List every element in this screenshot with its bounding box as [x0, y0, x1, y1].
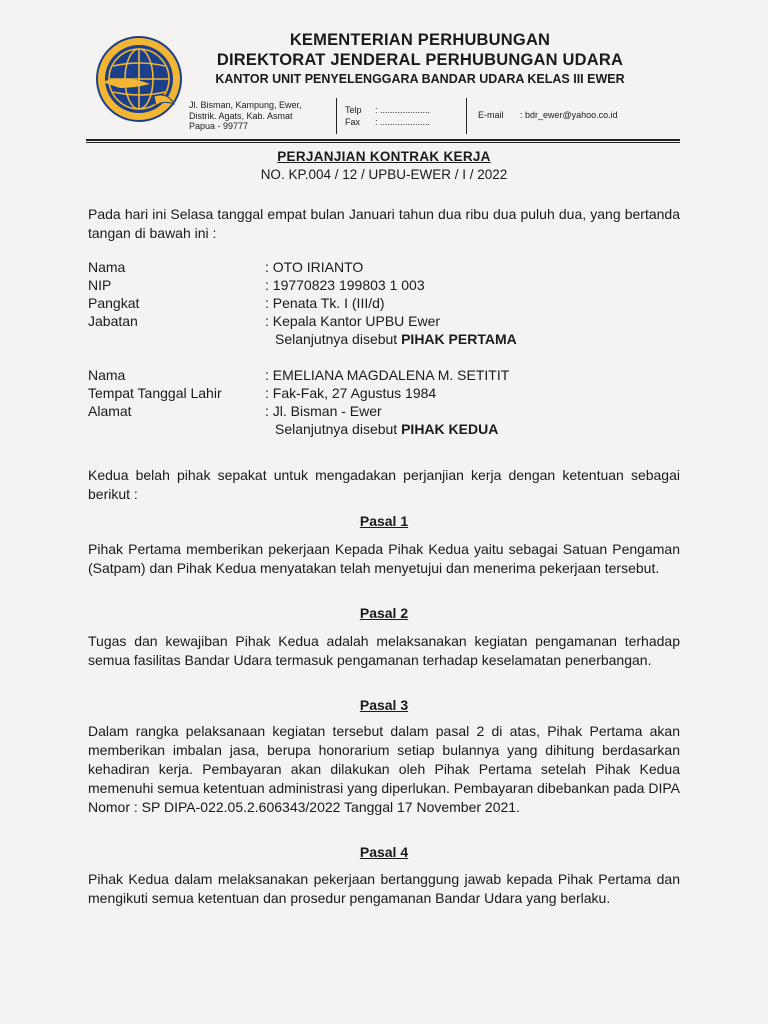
- agreement-paragraph: Kedua belah pihak sepakat untuk mengadakan perjanjian kerja dengan ketentuan sebagai berikut :: [88, 467, 680, 502]
- ministry-emblem-icon: [94, 34, 184, 124]
- party1-value-jabatan: : Kepala Kantor UPBU Ewer: [265, 313, 441, 329]
- pasal-2-title: Pasal 2: [359, 605, 409, 621]
- party2-label-nama: Nama: [88, 367, 126, 383]
- party2-value-alamat: : Jl. Bisman - Ewer: [265, 403, 382, 419]
- divider: [466, 98, 467, 134]
- office-address: Jl. Bisman, Kampung, Ewer, Distrik. Agats, Kab. Asmat Papua - 99777: [189, 100, 302, 131]
- pasal-3-text: Dalam rangka pelaksanaan kegiatan tersebut dalam pasal 2 di atas, Pihak Pertama akan memberikan imbalan jasa, berupa honorarium setiap bulannya yang dihitung berdasarkan kehadiran kerja. Pembayaran akan dilakukan oleh Pihak Pertama setelah Pihak Kedua memenuhi semua ketentuan administrasi yang diperlukan. Pembayaran dibebankan pada DIPA Nomor : SP DIPA-022.05.2.606343/2022 Tanggal 17 November 2021.: [88, 723, 680, 815]
- pasal-1-title: Pasal 1: [359, 513, 409, 529]
- pasal-1-text: Pihak Pertama memberikan pekerjaan Kepada Pihak Kedua yaitu sebagai Satuan Pengaman (Satpam) dan Pihak Kedua menyatakan telah menyetujui dan menerima pekerjaan tersebut.: [88, 541, 680, 576]
- pasal-4-title: Pasal 4: [359, 844, 409, 860]
- party2-label-alamat: Alamat: [88, 403, 132, 419]
- document-title: PERJANJIAN KONTRAK KERJA: [277, 149, 491, 164]
- contact-email: E-mail : bdr_ewer@yahoo.co.id: [478, 110, 618, 120]
- party1-value-nama: : OTO IRIANTO: [265, 259, 364, 275]
- party1-reference: Selanjutnya disebut PIHAK PERTAMA: [275, 331, 517, 347]
- intro-paragraph: Pada hari ini Selasa tanggal empat bulan Januari tahun dua ribu dua puluh dua, yang bertanda tangan di bawah ini :: [88, 206, 680, 241]
- pasal-4-text: Pihak Kedua dalam melaksanakan pekerjaan bertanggung jawab kepada Pihak Pertama dan mengikuti semua ketentuan dan prosedur pengamanan Bandar Udara yang berlaku.: [88, 871, 680, 906]
- pasal-2-text: Tugas dan kewajiban Pihak Kedua adalah melaksanakan kegiatan pengamanan terhadap semua fasilitas Bandar Udara termasuk pengamanan terhadap keselamatan penerbangan.: [88, 633, 680, 668]
- party2-reference: Selanjutnya disebut PIHAK KEDUA: [275, 421, 499, 437]
- party1-label-pangkat: Pangkat: [88, 295, 140, 311]
- party2-value-nama: : EMELIANA MAGDALENA M. SETITIT: [265, 367, 510, 383]
- party1-label-nama: Nama: [88, 259, 126, 275]
- contact-phone-fax: Telp : .................... Fax : ....................: [345, 105, 431, 127]
- letterhead-directorate: DIREKTORAT JENDERAL PERHUBUNGAN UDARA: [216, 51, 624, 69]
- party2-value-ttl: : Fak-Fak, 27 Agustus 1984: [265, 385, 437, 401]
- party1-label-nip: NIP: [88, 277, 112, 293]
- party1-value-nip: : 19770823 199803 1 003: [265, 277, 425, 293]
- letterhead-rule: [86, 142, 680, 143]
- letterhead-ministry: KEMENTERIAN PERHUBUNGAN: [289, 31, 551, 49]
- letterhead-office: KANTOR UNIT PENYELENGGARA BANDAR UDARA KELAS III EWER: [215, 72, 625, 86]
- party1-value-pangkat: : Penata Tk. I (III/d): [265, 295, 385, 311]
- divider: [336, 98, 337, 134]
- pasal-3-title: Pasal 3: [359, 697, 409, 713]
- party2-label-ttl: Tempat Tanggal Lahir: [88, 385, 222, 401]
- letterhead-rule: [86, 139, 680, 141]
- document-number: NO. KP.004 / 12 / UPBU-EWER / I / 2022: [260, 167, 508, 182]
- party1-label-jabatan: Jabatan: [88, 313, 138, 329]
